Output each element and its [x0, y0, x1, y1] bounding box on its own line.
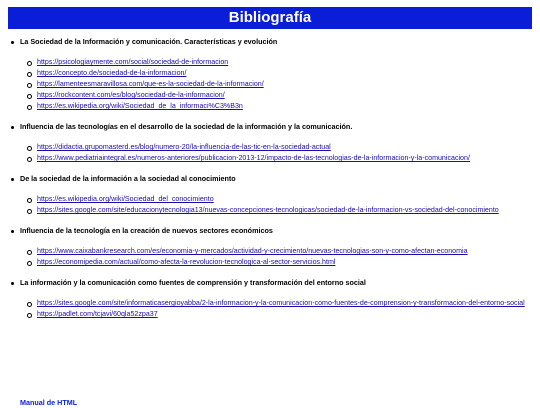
section-heading-manual-html: Manual de HTML [20, 398, 78, 407]
reference-link[interactable]: https://padlet.com/tcjavi/60qla52zpa37 [37, 310, 158, 318]
reference-link[interactable]: https://psicologiaymente.com/social/sociedad-de-informacion [37, 58, 229, 66]
list-item [0, 194, 540, 205]
section-sociedad-informacion [0, 37, 540, 112]
section-heading: Influencia de la tecnología en la creación de nuevos sectores económicos [0, 226, 540, 236]
link-list [0, 194, 540, 216]
section-heading: Influencia de las tecnologías en el desarrollo de la sociedad de la información y la comunicación. [0, 122, 540, 132]
reference-link[interactable]: https://lamenteesmaravillosa.com/que-es-la-sociedad-de-la-informacion/ [37, 80, 264, 88]
list-item [0, 68, 540, 79]
section-sociedad-conocimiento [0, 174, 540, 216]
section-sectores-economicos [0, 226, 540, 268]
list-item [0, 57, 540, 68]
reference-link[interactable]: https://didactia.grupomasterd.es/blog/numero-20/la-influencia-de-las-tic-en-la-sociedad-actual [37, 143, 331, 151]
section-heading: La información y la comunicación como fuentes de comprensión y transformación del entorno social [0, 278, 540, 288]
reference-link[interactable]: https://sites.google.com/site/educacionytecnologia13/nuevas-concepciones-tecnologicas/sociedad-de-la-informacion-vs-sociedad-del-conocimiento [37, 206, 499, 214]
link-list [0, 142, 540, 164]
list-item [0, 79, 540, 90]
section-influencia-tecnologias [0, 122, 540, 164]
bibliography-list [0, 37, 540, 330]
section-fuentes-comprension [0, 278, 540, 320]
list-item [0, 298, 540, 309]
reference-link[interactable]: https://es.wikipedia.org/wiki/Sociedad_de_la_informaci%C3%B3n [37, 102, 243, 110]
reference-link[interactable]: https://economipedia.com/actual/como-afecta-la-revolucion-tecnologica-al-sector-servicios.html [37, 258, 336, 266]
list-item [0, 90, 540, 101]
link-list [0, 298, 540, 320]
list-item [0, 257, 540, 268]
reference-link[interactable]: https://www.pediatriaintegral.es/numeros-anteriores/publicacion-2013-12/impacto-de-las-tecnologias-de-la-informacion-y-la-comunicacion/ [37, 154, 470, 162]
link-list [0, 57, 540, 112]
reference-link[interactable]: https://concepto.de/sociedad-de-la-informacion/ [37, 69, 187, 77]
reference-link[interactable]: https://www.caixabankresearch.com/es/economia-y-mercados/actividad-y-crecimiento/nuevas-tecnologias-son-y-como-afectan-economia [37, 247, 468, 255]
section-heading: De la sociedad de la información a la sociedad al conocimiento [0, 174, 540, 184]
list-item [0, 101, 540, 112]
link-list [0, 246, 540, 268]
list-item [0, 309, 540, 320]
reference-link[interactable]: https://sites.google.com/site/informaticasergioyabba/2-la-informacion-y-la-comunicacion-como-fuentes-de-comprension-y-transformacion-del-entorno-social [37, 299, 525, 307]
page-title: Bibliografía [8, 7, 532, 29]
list-item [0, 246, 540, 257]
list-item [0, 142, 540, 153]
section-heading: La Sociedad de la Información y comunicación. Características y evolución [0, 37, 540, 47]
reference-link[interactable]: https://rockcontent.com/es/blog/sociedad-de-la-informacion/ [37, 91, 225, 99]
list-item [0, 153, 540, 164]
reference-link[interactable]: https://es.wikipedia.org/wiki/Sociedad_del_conocimiento [37, 195, 214, 203]
list-item [0, 205, 540, 216]
